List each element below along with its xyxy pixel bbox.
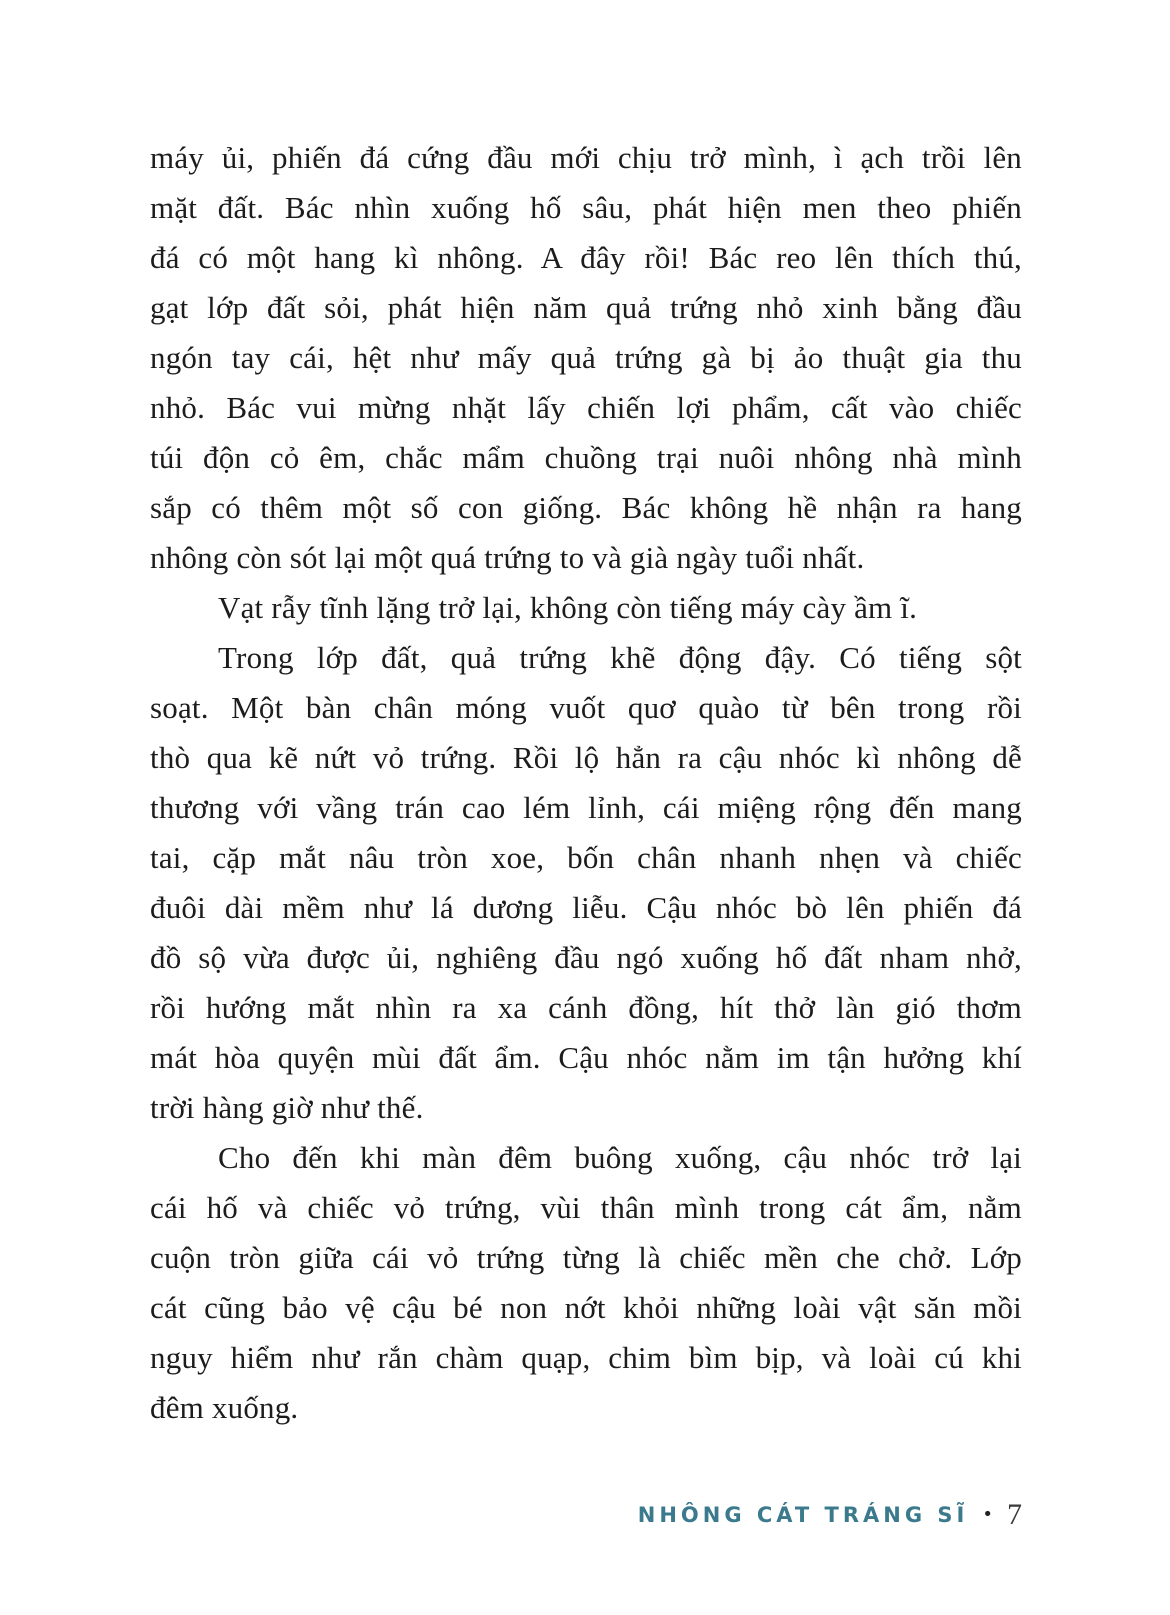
text-line: đuôi dài mềm như lá dương liễu. Cậu nhóc bò lên phiến đá (150, 890, 1022, 925)
text-line: nguy hiểm như rắn chàm quạp, chim bìm bịp, và loài cú khi (150, 1340, 1022, 1375)
text-line: túi độn cỏ êm, chắc mẩm chuồng trại nuôi nhông nhà mình (150, 440, 1022, 475)
page-footer (150, 1498, 1022, 1532)
text-line: cái hố và chiếc vỏ trứng, vùi thân mình trong cát ẩm, nằm (150, 1190, 1022, 1225)
text-line: soạt. Một bàn chân móng vuốt quơ quào từ bên trong rồi (150, 690, 1022, 725)
text-line: sắp có thêm một số con giống. Bác không hề nhận ra hang (150, 490, 1022, 525)
text-line: đêm xuống. (150, 1390, 299, 1425)
text-line: đá có một hang kì nhông. A đây rồi! Bác reo lên thích thú, (150, 240, 1022, 275)
text-line: Vạt rẫy tĩnh lặng trở lại, không còn tiếng máy cày ầm ĩ. (218, 590, 918, 625)
text-line: cát cũng bảo vệ cậu bé non nớt khỏi những loài vật săn mồi (150, 1290, 1022, 1325)
text-line: cuộn tròn giữa cái vỏ trứng từng là chiếc mền che chở. Lớp (150, 1240, 1022, 1275)
text-line: máy ủi, phiến đá cứng đầu mới chịu trở mình, ì ạch trồi lên (150, 140, 1022, 175)
text-line: mặt đất. Bác nhìn xuống hố sâu, phát hiện men theo phiến (150, 190, 1022, 225)
paragraph-1 (150, 133, 1022, 583)
text-line: tai, cặp mắt nâu tròn xoe, bốn chân nhanh nhẹn và chiếc (150, 840, 1022, 875)
text-line: rồi hướng mắt nhìn ra xa cánh đồng, hít thở làn gió thơm (150, 990, 1022, 1025)
text-line: mát hòa quyện mùi đất ẩm. Cậu nhóc nằm im tận hưởng khí (150, 1040, 1022, 1075)
text-line: trời hàng giờ như thế. (150, 1090, 424, 1125)
paragraph-3 (150, 633, 1022, 1133)
text-line: thương với vầng trán cao lém lỉnh, cái miệng rộng đến mang (150, 790, 1022, 825)
separator-dot-icon: • (982, 1504, 993, 1525)
text-line: nhông còn sót lại một quá trứng to và già ngày tuổi nhất. (150, 540, 865, 575)
text-line: ngón tay cái, hệt như mấy quả trứng gà bị ảo thuật gia thu (150, 340, 1022, 375)
paragraph-4 (150, 1133, 1022, 1433)
body-text (150, 133, 1022, 1433)
paragraph-2 (150, 583, 1022, 633)
text-line: Cho đến khi màn đêm buông xuống, cậu nhóc trở lại (218, 1140, 1022, 1175)
text-line: nhỏ. Bác vui mừng nhặt lấy chiến lợi phẩm, cất vào chiếc (150, 390, 1022, 425)
page-number: 7 (1007, 1498, 1022, 1531)
text-line: đồ sộ vừa được ủi, nghiêng đầu ngó xuống hố đất nham nhở, (150, 940, 1022, 975)
running-title: NHÔNG CÁT TRÁNG SĨ (637, 1503, 969, 1527)
text-line: thò qua kẽ nứt vỏ trứng. Rồi lộ hẳn ra cậu nhóc kì nhông dễ (150, 740, 1022, 775)
text-line: Trong lớp đất, quả trứng khẽ động đậy. Có tiếng sột (218, 640, 1022, 675)
text-line: gạt lớp đất sỏi, phát hiện năm quả trứng nhỏ xinh bằng đầu (150, 290, 1022, 325)
